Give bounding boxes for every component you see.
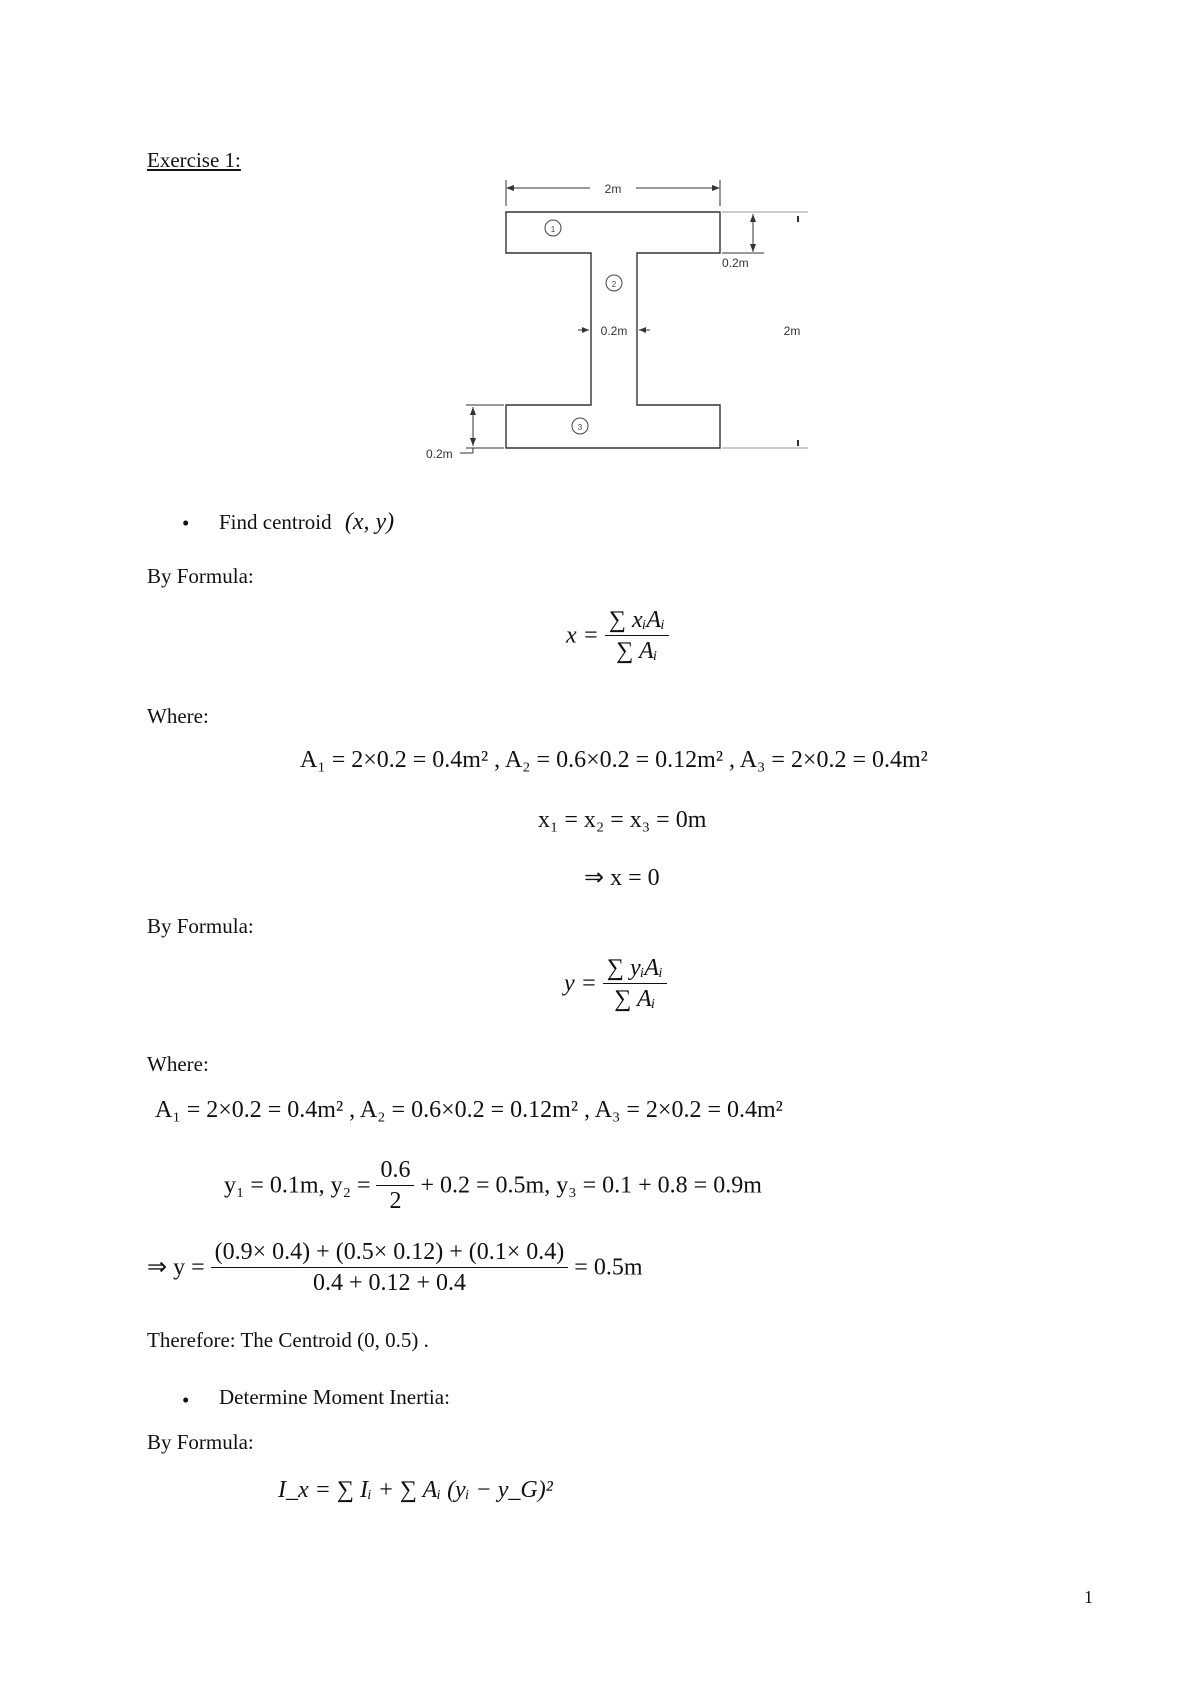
by-formula-label: By Formula: bbox=[147, 914, 254, 938]
dim-web: 0.2m bbox=[600, 324, 628, 338]
centroid-conclusion: Therefore: The Centroid (0, 0.5) . bbox=[147, 1328, 429, 1352]
dim-flange-top: 0.2m bbox=[722, 256, 749, 270]
areas-line-2: A₁ = 2×0.2 = 0.4m² , A₂ = 0.6×0.2 = 0.12m² , A₃ = 2×0.2 = 0.4m² bbox=[155, 1097, 783, 1123]
i-beam-figure bbox=[410, 170, 810, 470]
y-values bbox=[224, 1158, 762, 1213]
svg-text:1: 1 bbox=[550, 225, 556, 234]
bullet-moment-inertia: Determine Moment Inertia: bbox=[219, 1385, 450, 1409]
dim-top-width: 2m bbox=[604, 182, 622, 196]
xbar-result: ⇒ x = 0 bbox=[584, 865, 660, 891]
ybar-calc-denominator: 0.4 + 0.12 + 0.4 bbox=[312, 1270, 467, 1296]
dim-height: 2m bbox=[783, 324, 801, 338]
x-values: x₁ = x₂ = x₃ = 0m bbox=[538, 807, 707, 833]
ybar-lhs: y = bbox=[564, 970, 597, 997]
ybar-calc-numerator: (0.9× 0.4) + (0.5× 0.12) + (0.1× 0.4) bbox=[211, 1240, 569, 1268]
ybar-denominator: ∑ Aᵢ bbox=[614, 986, 656, 1012]
inertia-formula: I_x = ∑ Iᵢ + ∑ Aᵢ (yᵢ − y_G)² bbox=[278, 1477, 553, 1503]
ybar-calc-lhs: ⇒ y = bbox=[147, 1254, 205, 1281]
y2-rest: + 0.2 = 0.5m, y₃ = 0.1 + 0.8 = 0.9m bbox=[420, 1172, 762, 1199]
areas-line-1: A₁ = 2×0.2 = 0.4m² , A₂ = 0.6×0.2 = 0.12m² , A₃ = 2×0.2 = 0.4m² bbox=[300, 747, 928, 773]
y1-text: y₁ = 0.1m, y₂ = bbox=[224, 1172, 371, 1199]
xbar-formula bbox=[566, 608, 669, 663]
bullet-marker: • bbox=[182, 1388, 190, 1412]
ybar-formula bbox=[564, 956, 667, 1011]
svg-text:3: 3 bbox=[577, 423, 583, 432]
by-formula-label: By Formula: bbox=[147, 564, 254, 588]
svg-text:2: 2 bbox=[611, 280, 617, 289]
xbar-numerator: ∑ xᵢAᵢ bbox=[605, 608, 669, 636]
where-label: Where: bbox=[147, 704, 209, 728]
ybar-numerator: ∑ yᵢAᵢ bbox=[603, 956, 667, 984]
centroid-symbol: (x, y) bbox=[344, 509, 395, 535]
page-number: 1 bbox=[1084, 1587, 1093, 1607]
y2-denominator: 2 bbox=[389, 1188, 402, 1214]
bullet-text: Find centroid bbox=[219, 510, 332, 534]
where-label: Where: bbox=[147, 1052, 209, 1076]
ybar-calculation bbox=[147, 1240, 643, 1295]
xbar-denominator: ∑ Aᵢ bbox=[616, 638, 658, 664]
y2-numerator: 0.6 bbox=[376, 1158, 414, 1186]
xbar-lhs: x = bbox=[566, 622, 599, 649]
exercise-title: Exercise 1: bbox=[147, 148, 241, 172]
by-formula-label: By Formula: bbox=[147, 1430, 254, 1454]
ybar-calc-rhs: = 0.5m bbox=[574, 1254, 643, 1281]
bullet-find-centroid bbox=[219, 510, 394, 534]
dim-flange-bottom: 0.2m bbox=[426, 447, 453, 461]
bullet-marker: • bbox=[182, 511, 190, 535]
